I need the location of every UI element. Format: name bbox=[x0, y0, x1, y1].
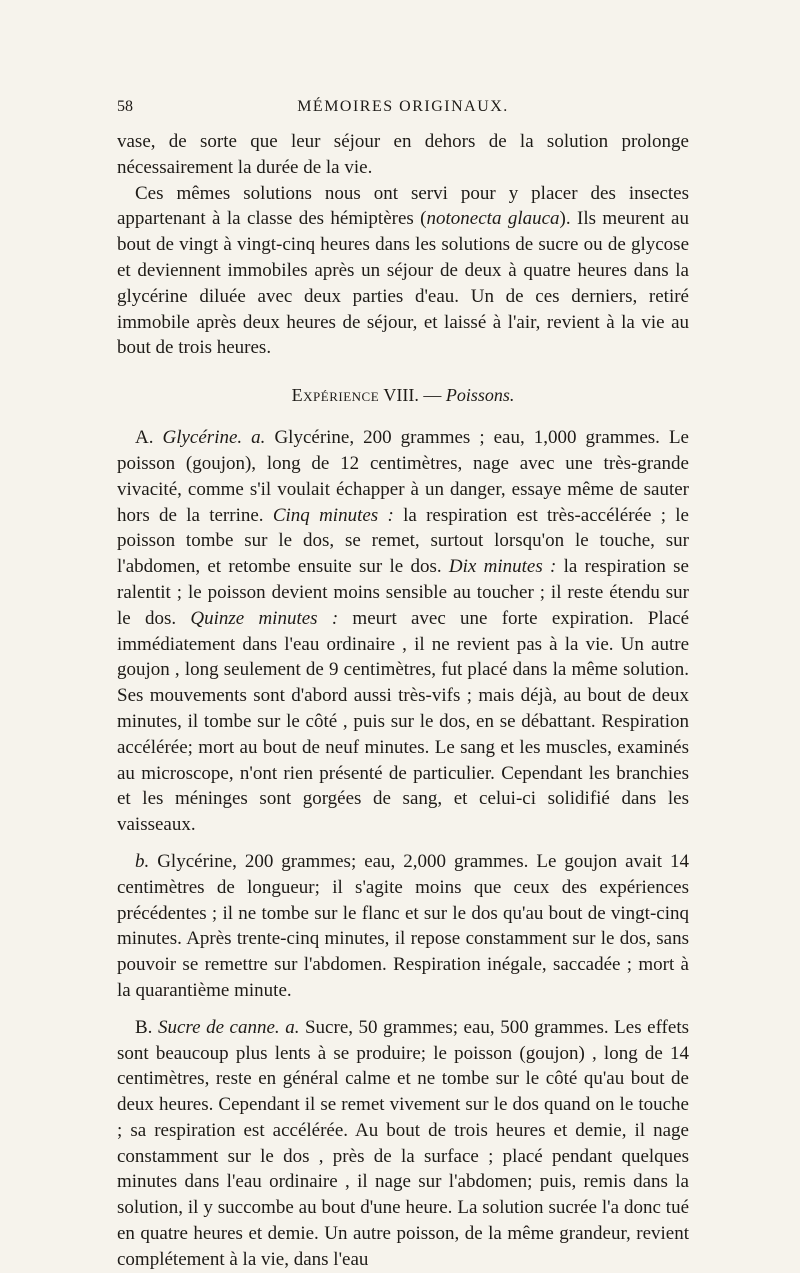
page-number: 58 bbox=[117, 98, 133, 115]
running-head bbox=[117, 98, 689, 124]
paragraph-insects: Ces mêmes solutions nous ont servi pour y placer des insectes appartenant à la classe des hémiptères (notonecta glauca). Ils meurent au bout de vingt à vingt-cinq heures dans les solutions de sucre ou de glycose et deviennent immobiles après un séjour de deux à quatre heures dans la glycérine diluée avec deux parties d'eau. Un de ces derniers, retiré immobile après deux heures de séjour, et laissé à l'air, revient à la vie au bout de trois heures. bbox=[117, 182, 689, 359]
heading-numeral: VIII. bbox=[383, 385, 419, 406]
heading-dash: — bbox=[423, 385, 442, 406]
paragraph-glycerine-a: A. Glycérine. a. Glycérine, 200 grammes ; eau, 1,000 grammes. Le poisson (goujon), long de 12 centimètres, nage avec une très-grande vivacité, comme s'il voulait échapper à un danger, essaye même de sauter hors de la terrine. Cinq minutes : la respiration est très-accélérée ; le poisson tombe sur le dos, se remet, surtout lorsqu'on le touche, sur l'abdomen, et retombe ensuite sur le dos. Dix minutes : la respiration se ralentit ; le poisson devient moins sensible au toucher ; il reste étendu sur le dos. Quinze minutes : meurt avec une forte expiration. Placé immédiatement dans l'eau ordinaire , il ne revient pas à la vie. Un autre goujon , long seulement de 9 centimètres, fut placé dans la même solution. Ses mouvements sont d'abord aussi très-vifs ; mais déjà, au bout de deux minutes, il tombe sur le côté , puis sur le dos, en se débattant. Respiration accélérée; mort au bout de neuf minutes. Le sang et les muscles, examinés au microscope, n'ont rien présenté de particulier. Cependant les branchies et les méninges sont gorgées de sang, et celui-ci solidifié dans les vaisseaux. bbox=[117, 427, 690, 836]
running-title: MÉMOIRES ORIGINAUX. bbox=[297, 98, 509, 115]
heading-subject: Poissons. bbox=[445, 385, 515, 406]
section-heading bbox=[117, 384, 689, 406]
species-name: notonecta glauca bbox=[426, 208, 560, 230]
paragraph-sucre-a: B. Sucre de canne. a. Sucre, 50 grammes; eau, 500 grammes. Les effets sont beaucoup plus lents à se produire; le poisson (goujon) , long de 14 centimètres, reste en général calme et ne tombe sur le côté qu'au bout de deux heures. Cependant il se remet vivement sur le dos quand on le touche ; sa respiration est accélérée. Au bout de trois heures et demie, il nage constamment sur le dos , près de la surface ; placé pendant quelques minutes dans l'eau ordinaire , il nage sur l'abdomen; puis, remis dans la solution, il y succombe au bout d'une heure. La solution sucrée l'a donc tué en quatre heures et demie. Un autre poisson, de la même grandeur, revient complétement à la vie, dans l'eau bbox=[117, 1016, 689, 1270]
body-text bbox=[117, 129, 689, 1273]
paragraph-continuation: vase, de sorte que leur séjour en dehors de la solution prolonge nécessairement la durée de la vie. bbox=[117, 131, 689, 178]
paragraph-glycerine-b: b. Glycérine, 200 grammes; eau, 2,000 grammes. Le goujon avait 14 centimètres de longueur; il s'agite moins que ceux des expériences précédentes ; il ne tombe sur le flanc et sur le dos qu'au bout de vingt-cinq minutes. Après trente-cinq minutes, il repose constamment sur le dos, sans pouvoir se remettre sur l'abdomen. Respiration inégale, saccadée ; mort à la quarantième minute. bbox=[117, 850, 689, 1001]
heading-label: Expérience bbox=[291, 385, 380, 406]
